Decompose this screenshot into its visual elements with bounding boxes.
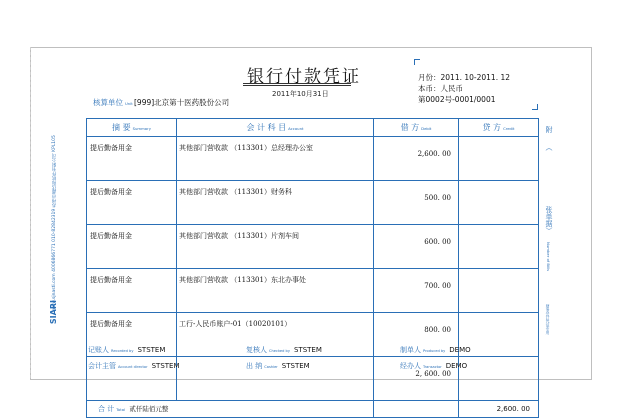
voucher-table — [86, 118, 539, 418]
header-account-en: Account — [288, 126, 304, 131]
attachment-strip — [540, 118, 556, 339]
header-summary-text: 摘 要 — [112, 123, 131, 132]
reviewer-value: STSTEM — [293, 346, 322, 354]
table-row — [87, 225, 539, 269]
maker-value: DEMO — [449, 346, 471, 354]
period-line — [418, 72, 510, 83]
voucher-title: 银行付款凭证 — [247, 67, 361, 87]
currency-line — [418, 83, 463, 94]
period-label: 月份： — [418, 73, 441, 82]
cashier-en: Cashier — [264, 365, 278, 369]
reviewer-en: Checked by — [269, 349, 290, 353]
title-underline — [243, 83, 351, 84]
table-row — [87, 137, 539, 181]
accountant-brand: 财务会计凭证专用 — [546, 304, 551, 335]
account-cell: 其他部门营收款 （113301）总经理办公室 — [177, 137, 374, 181]
table-row — [87, 181, 539, 225]
total-label-cell — [87, 401, 374, 418]
signature-bookkeeper — [88, 345, 165, 355]
currency-label: 本币： — [418, 84, 441, 93]
header-debit — [374, 119, 459, 137]
signature-cashier — [246, 361, 310, 371]
credit-cell — [459, 357, 539, 401]
corner-mark — [414, 59, 420, 65]
handler-label: 经办人 — [400, 362, 421, 370]
unit-label — [93, 97, 133, 108]
bookkeeper-en: Recorded by — [111, 349, 134, 353]
header-credit — [459, 119, 539, 137]
voucher-number-value: 0002号-0001/0001 — [425, 95, 496, 104]
title-underline — [243, 85, 351, 86]
reviewer-label: 复核人 — [246, 346, 267, 354]
header-summary — [87, 119, 177, 137]
corner-mark — [532, 104, 538, 110]
bookkeeper-value: STSTEM — [137, 346, 166, 354]
total-credit: 2,600. 00 — [459, 401, 539, 418]
debit-cell: 500. 00 — [374, 181, 459, 225]
summary-cell: 提后勤备用金 — [87, 269, 177, 313]
table-header-row — [87, 119, 539, 137]
header-credit-text: 贷 方 — [482, 123, 502, 132]
unit-label-en: Unit — [125, 101, 133, 106]
summary-cell: 提后勤备用金 — [87, 225, 177, 269]
voucher-number-line — [418, 94, 496, 105]
signature-supervisor — [88, 361, 180, 371]
summary-cell: 提后勤备用金 — [87, 313, 177, 357]
handler-value: DEMO — [445, 362, 468, 370]
attach-sheets-en: Number of Bills — [546, 242, 551, 272]
maker-en: Produced by — [423, 349, 446, 353]
debit-cell: 700. 00 — [374, 269, 459, 313]
total-row — [87, 401, 539, 418]
account-cell: 其他部门营收款 （113301）片剂车间 — [177, 225, 374, 269]
unit-label-text: 核算单位 — [93, 98, 123, 107]
credit-cell — [459, 181, 539, 225]
signature-handler — [400, 361, 467, 371]
total-label: 合 计 — [98, 405, 115, 413]
bookkeeper-label: 记账人 — [88, 346, 109, 354]
attach-sheets: 张单据） — [545, 206, 553, 234]
perforation-line — [30, 47, 31, 378]
signature-reviewer — [246, 345, 322, 355]
summary-cell: 提后勤备用金 — [87, 137, 177, 181]
total-amount-words: 贰仟陆佰元整 — [129, 405, 169, 413]
header-summary-en: Summary — [132, 126, 151, 131]
attach-paren: （ — [545, 144, 553, 151]
cashier-value: STSTEM — [281, 362, 310, 370]
currency-value: 人民币 — [440, 84, 463, 93]
credit-cell — [459, 137, 539, 181]
attach-label: 附 — [545, 126, 553, 133]
cashier-label: 出 纳 — [246, 362, 263, 370]
header-debit-en: Debit — [421, 126, 432, 131]
unit-name: [999]北京第十医药股份公司 — [134, 98, 230, 107]
table-row — [87, 269, 539, 313]
header-account-text: 会 计 科 目 — [246, 123, 287, 132]
debit-cell: 600. 00 — [374, 225, 459, 269]
signature-maker — [400, 345, 471, 355]
period-value: 2011. 10-2011. 12 — [440, 73, 511, 82]
voucher-date: 2011年10月31日 — [272, 90, 329, 98]
debit-cell: 2,600. 00 — [374, 137, 459, 181]
supervisor-label: 会计主管 — [88, 362, 116, 370]
account-cell: 工行-人民币账户-01（10020101） — [177, 313, 374, 357]
account-cell: 其他部门营收款 （113301）东北办事处 — [177, 269, 374, 313]
handler-en: Transactor — [423, 365, 442, 369]
maker-label: 制单人 — [400, 346, 421, 354]
brand-logo: SIARI — [49, 300, 58, 325]
summary-cell: 提后勤备用金 — [87, 181, 177, 225]
voucher-number-label: 第 — [418, 95, 426, 104]
supervisor-value: STSTEM — [151, 362, 180, 370]
total-debit — [374, 401, 459, 418]
debit-cell: 800. 00 — [374, 313, 459, 357]
header-debit-text: 借 方 — [400, 123, 420, 132]
total-label-en: Total — [116, 407, 126, 412]
header-account — [177, 119, 374, 137]
debit-cell: 2, 600. 00 — [374, 357, 459, 401]
credit-cell — [459, 225, 539, 269]
supervisor-en: Account director — [118, 365, 148, 369]
header-credit-en: Credit — [503, 126, 515, 131]
left-strip-text: www.sjnasti.com 4006866771 010-82842319 苏州市鑫达和软件有限公司 KPL105 — [52, 135, 57, 311]
account-cell: 其他部门营收款 （113301）财务科 — [177, 181, 374, 225]
credit-cell — [459, 269, 539, 313]
